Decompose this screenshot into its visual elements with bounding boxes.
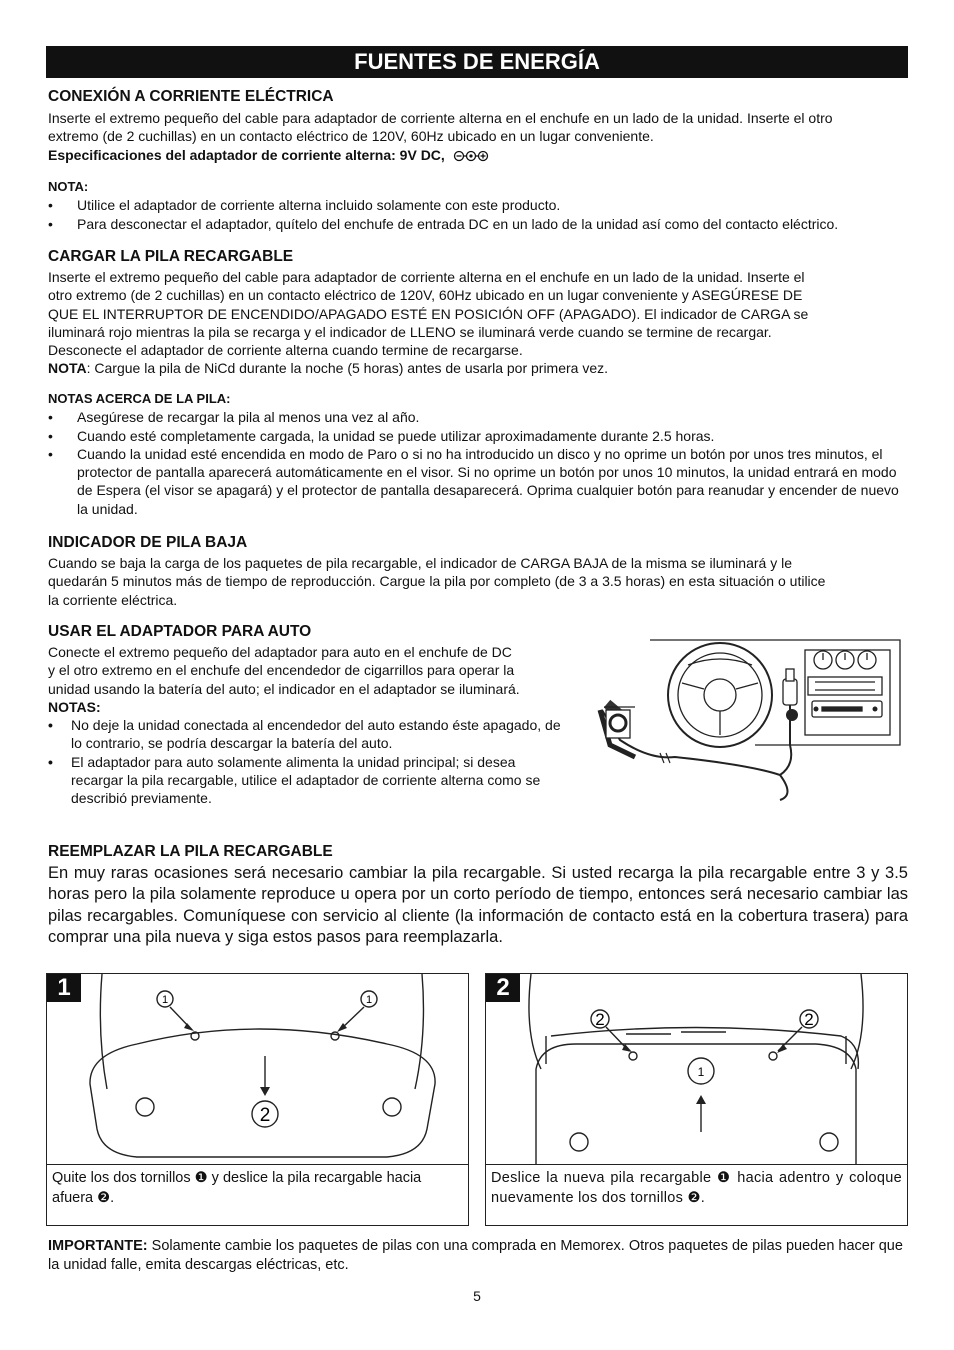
list-item: • Cuando esté completamente cargada, la unidad se puede utilizar aproximadamente durante 2.5 horas. xyxy=(48,427,918,445)
battery-removal-diagram xyxy=(47,974,468,1164)
step-number: 1 xyxy=(47,974,81,1002)
section-body-charging xyxy=(48,268,918,378)
text-line: extremo (de 2 cuchillas) en un contacto eléctrico de 120V, 60Hz ubicado en un lugar conveniente. xyxy=(48,128,654,145)
section-heading-power-connection: CONEXIÓN A CORRIENTE ELÉCTRICA xyxy=(48,88,334,105)
adapter-spec xyxy=(48,146,918,164)
text-line: Cuando se baja la carga de los paquetes de pila recargable, el indicador de CARGA BAJA de la misma se iluminará y le xyxy=(48,555,792,571)
step-1-caption: Quite los dos tornillos ❶ y deslice la pila recargable hacia afuera ❷. xyxy=(47,1164,468,1225)
text-line: QUE EL INTERRUPTOR DE ENCENDIDO/APAGADO ESTÉ EN POSICIÓN OFF (APAGADO). El indicador de CARGA se xyxy=(48,305,809,322)
text-line: Inserte el extremo pequeño del cable para adaptador de corriente alterna en el enchufe en un lado de la unidad. Inserte el otro xyxy=(48,110,833,126)
section-heading-car-adapter: USAR EL ADAPTADOR PARA AUTO xyxy=(48,623,312,640)
callout-1b: 1 xyxy=(365,994,373,1006)
text-line: y el otro extremo en el enchufe del encendedor de cigarrillos para operar la xyxy=(48,662,515,679)
page-number: 5 xyxy=(473,1288,481,1304)
list-item: • Asegúrese de recargar la pila al menos una vez al año. xyxy=(48,408,918,426)
note-label: NOTA: xyxy=(48,179,89,194)
polarity-symbol-icon xyxy=(453,150,489,162)
important-note xyxy=(48,1237,908,1275)
text-line: unidad usando la batería del auto; el indicador en el adaptador se iluminará. xyxy=(48,680,520,697)
section-body-low-battery xyxy=(48,554,918,609)
section-heading-replace-battery: REEMPLAZAR LA PILA RECARGABLE xyxy=(48,843,333,860)
notes-heading: NOTAS ACERCA DE LA PILA: xyxy=(48,391,231,406)
callout-2b: 2 xyxy=(804,1010,814,1029)
list-item: • El adaptador para auto solamente alimenta la unidad principal; si desea recargar la pila recargable, utilice el adaptador de corriente alterna como se describió previamente. xyxy=(48,753,570,808)
callout-2a: 2 xyxy=(595,1010,605,1029)
step-number: 2 xyxy=(486,974,520,1002)
list-item: • Cuando la unidad esté encendida en modo de Paro o si no ha introducido un disco y no oprime un botón por unos tres minutos, el protector de pantalla aparecerá automáticamente en el visor. Si no oprime un botón por unos 10 minutos, la unidad entrará en modo de Espera (el visor se apagará) y el protector de pantalla desaparecerá. Oprima cualquier botón para reanudar y encender de nuevo la unidad. xyxy=(48,445,906,518)
section-heading-charging: CARGAR LA PILA RECARGABLE xyxy=(48,248,294,265)
text-line: Conecte el extremo pequeño del adaptador para auto en el enchufe de DC xyxy=(48,644,512,660)
note-text: : Cargue la pila de NiCd durante la noche (5 horas) antes de usarla por primera vez. xyxy=(86,360,609,377)
notes-label: NOTAS: xyxy=(48,698,101,715)
text-line: Desconecte el adaptador de corriente alterna cuando termine de recargarse. xyxy=(48,342,523,359)
note-label: NOTA xyxy=(48,360,87,377)
callout-2: 2 xyxy=(259,1105,271,1126)
battery-insert-diagram xyxy=(486,974,907,1164)
callout-1a: 1 xyxy=(161,994,169,1006)
important-label: IMPORTANTE: xyxy=(48,1238,148,1254)
list-item: • Para desconectar el adaptador, quítelo del enchufe de entrada DC en un lado de la unidad así como del contacto eléctrico. xyxy=(48,215,918,233)
callout-1: 1 xyxy=(697,1065,705,1079)
section-body-power-connection xyxy=(48,109,918,164)
text-line: otro extremo (de 2 cuchillas) en un contacto eléctrico de 120V, 60Hz ubicado en un lugar conveniente y ASEGÚRESE DE xyxy=(48,287,803,304)
text-line: quedarán 5 minutos más de tiempo de reproducción. Cargue la pila por completo (de 3 a 3.5 horas) en esta situación o utilice xyxy=(48,573,826,590)
charge-note xyxy=(48,359,918,377)
car-adapter-illustration xyxy=(590,635,910,805)
step-2-caption: Deslice la nueva pila recargable ❶ hacia adentro y coloque nuevamente los dos tornillos ❷. xyxy=(486,1164,907,1225)
list-item: • No deje la unidad conectada al encendedor del auto estando éste apagado, de lo contrario, se podría descargar la batería del auto. xyxy=(48,716,570,753)
battery-notes xyxy=(48,390,918,518)
step-1-box xyxy=(46,973,469,1226)
important-text: Solamente cambie los paquetes de pilas con una comprada en Memorex. Otros paquetes de pilas pueden hacer que la unidad falle, emita descargas eléctricas, etc. xyxy=(48,1238,903,1273)
text-line: la corriente eléctrica. xyxy=(48,591,178,608)
list-item: • Utilice el adaptador de corriente alterna incluido solamente con este producto. xyxy=(48,196,918,214)
adapter-spec-text: Especificaciones del adaptador de corriente alterna: 9V DC, xyxy=(48,146,445,163)
section-heading-low-battery: INDICADOR DE PILA BAJA xyxy=(48,534,248,551)
text-line: iluminará rojo mientras la pila se recarga y el indicador de LLENO se iluminará verde cuando se termine de recargar. xyxy=(48,323,772,340)
text-line: Inserte el extremo pequeño del cable para adaptador de corriente alterna en el enchufe en un lado de la unidad. Inserte el xyxy=(48,269,805,285)
section-body-replace-battery: En muy raras ocasiones será necesario cambiar la pila recargable. Si usted recarga la pila recargable entre 3 y 3.5 horas pero la pila solamente reproduce u opera por un corto período de tiempo, entonces será necesario cambiar las pilas recargables. Comuníquese con servicio al cliente (la información de contacto está en la cobertura trasera) para comprar una pila nueva y siga estos pasos para reemplazarla. xyxy=(48,864,908,947)
note-block xyxy=(48,178,918,233)
page-title: FUENTES DE ENERGÍA xyxy=(46,46,908,78)
step-2-box xyxy=(485,973,908,1226)
section-body-car-adapter xyxy=(48,643,570,808)
